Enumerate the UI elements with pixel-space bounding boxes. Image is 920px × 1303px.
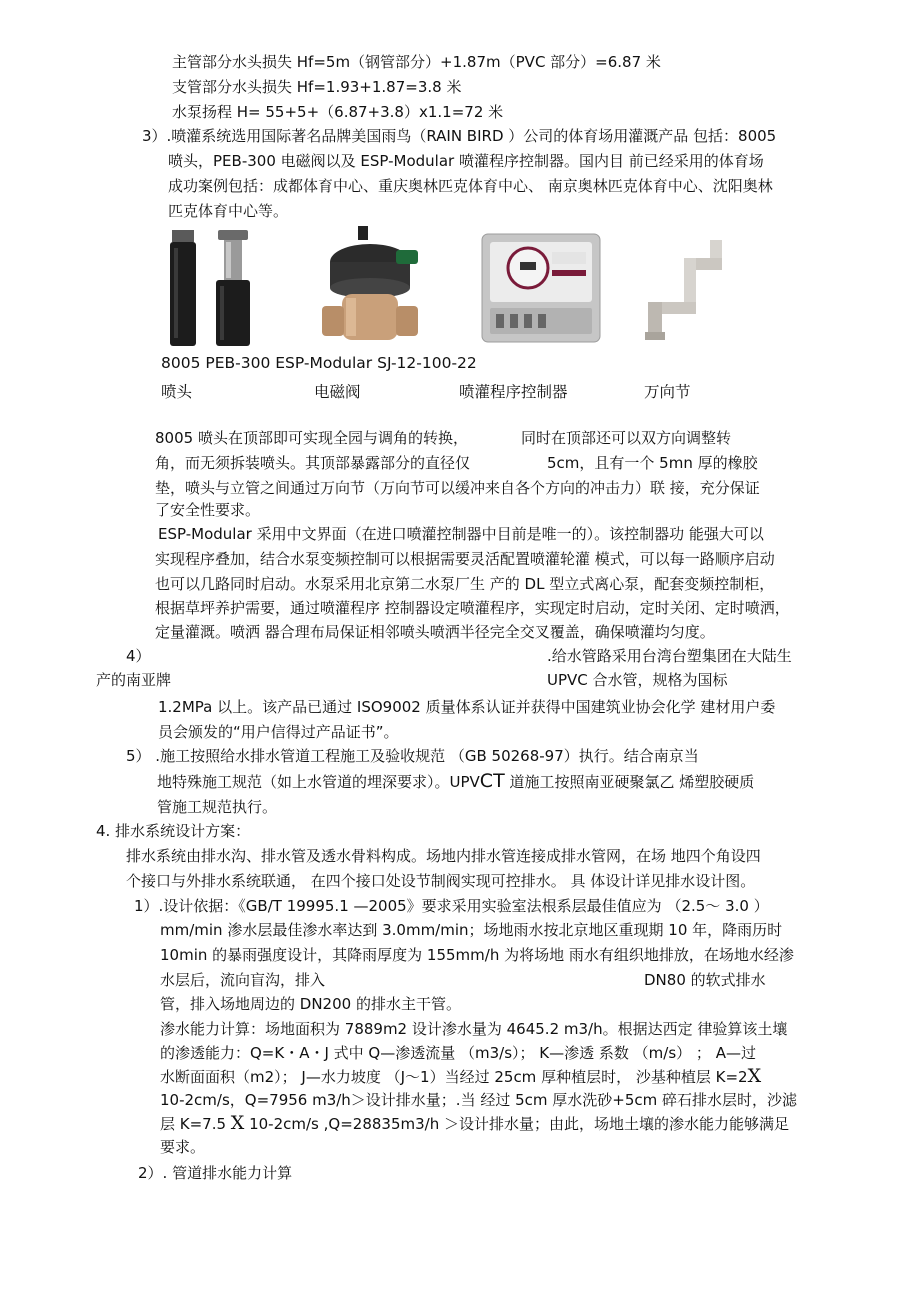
text-line: 同时在顶部还可以双方向调整转 [521, 429, 732, 447]
image-caption: 喷灌程序控制器 [459, 383, 568, 401]
text-line [160, 1066, 761, 1087]
text-line: .给水管路采用台湾台塑集团在大陆生 [547, 647, 792, 665]
text-line: 1.2MPa 以上。该产品已通过 ISO9002 质量体系认证并获得中国建筑业协会化学 建材用户委 [158, 698, 776, 716]
text-span: 地特殊施工规范（如上水管道的埋深要求）。UPV [157, 773, 480, 791]
text-line: 4） [126, 647, 151, 665]
text-line: 根据草坪养护需要，通过喷灌程序 控制器设定喷灌程序，实现定时启动，定时关闭、定时喷洒， [155, 599, 790, 617]
image-caption: 电磁阀 [314, 383, 361, 401]
solenoid-valve-image [318, 224, 422, 350]
text-line: 实现程序叠加，结合水泵变频控制可以根据需要灵活配置喷灌轮灌 模式，可以每一路顺序启动 [155, 550, 775, 568]
text-line: 个接口与外排水系统联通， 在四个接口处设节制阀实现可控排水。 具 体设计详见排水设计图。 [126, 872, 756, 890]
text-line: 渗水能力计算：场地面积为 7889m2 设计渗水量为 4645.2 m3/h。根据达西定 律验算该土壤 [160, 1020, 788, 1038]
text-line: ESP-Modular 采用中文界面（在进口喷灌控制器中目前是唯一的）。该控制器功 能强大可以 [158, 525, 764, 543]
controller-image [480, 232, 602, 344]
section-heading: 4. 排水系统设计方案： [96, 822, 251, 840]
text-line: 也可以几路同时启动。水泵采用北京第二水泵厂生 产的 DL 型立式离心泵，配套变频控制柜， [155, 575, 775, 593]
image-caption-models: 8005 PEB-300 ESP-Modular SJ-12-100-22 [161, 354, 477, 372]
text-line: 水层后，流向盲沟，排入 [160, 971, 326, 989]
text-line: 1）.设计依据：《GB/T 19995.1 —2005》要求采用实验室法根系层最佳值应为 （2.5～ 3.0 ） [134, 897, 769, 915]
text-line: 2）. 管道排水能力计算 [138, 1164, 293, 1182]
text-span: 水断面面积（m2）； J—水力坡度 （J～1）当经过 25cm 厚种植层时， 沙基种植层 K=2 [160, 1068, 748, 1086]
text-line: 成功案例包括：成都体育中心、重庆奥林匹克体育中心、 南京奥林匹克体育中心、沈阳奥林 [168, 177, 773, 195]
text-line: 5cm，且有一个 5mn 厚的橡胶 [547, 454, 758, 472]
image-caption: 喷头 [161, 383, 193, 401]
image-caption: 万向节 [644, 383, 691, 401]
text-line: 8005 喷头在顶部即可实现全园与调角的转换， [155, 429, 468, 447]
text-line [157, 771, 754, 792]
text-line: 匹克体育中心等。 [168, 202, 289, 220]
text-line: 要求。 [160, 1138, 206, 1156]
text-line: 定量灌溉。喷洒 器合理布局保证相邻喷头喷洒半径完全交叉覆盖，确保喷灌均匀度。 [155, 623, 715, 641]
text-line: 管，排入场地周边的 DN200 的排水主干管。 [160, 995, 461, 1013]
text-line: 10-2cm/s，Q=7956 m3/h＞设计排水量；.当 经过 5cm 厚水洗砂+5cm 碎石排水层时，沙滤 [160, 1091, 798, 1109]
text-line: 角，而无须拆装喷头。其顶部暴露部分的直径仅 [155, 454, 471, 472]
text-line: 水泵扬程 H= 55+5+（6.87+3.8）x1.1=72 米 [172, 103, 504, 121]
text-span: 10-2cm/s ,Q=28835m3/h ＞设计排水量；由此，场地土壤的渗水能力能够满足 [244, 1115, 789, 1133]
text-line: 喷头，PEB-300 电磁阀以及 ESP-Modular 喷灌程序控制器。国内目 前已经采用的体育场 [168, 152, 764, 170]
text-span: X [230, 1112, 245, 1134]
text-span: 层 K=7.5 [160, 1115, 231, 1133]
text-span: 道施工按照南亚硬聚氯乙 烯塑胶硬质 [504, 773, 755, 791]
text-line: 垫，喷头与立管之间通过万向节（万向节可以缓冲来自各个方向的冲击力）联 接，充分保证 [155, 479, 760, 497]
text-line: 排水系统由排水沟、排水管及透水骨料构成。场地内排水管连接成排水管网，在场 地四个角设四 [126, 847, 761, 865]
text-line: 管施工规范执行。 [157, 798, 278, 816]
text-line: 3）.喷灌系统选用国际著名品牌美国雨鸟（RAIN BIRD ）公司的体育场用灌溉产品 包括：8005 [142, 127, 777, 145]
text-line [160, 1113, 789, 1134]
text-line: DN80 的软式排水 [644, 971, 766, 989]
text-line: 员会颁发的“用户信得过产品证书”。 [158, 723, 399, 741]
text-line: 了安全性要求。 [155, 501, 261, 519]
text-line: 5） .施工按照给水排水管道工程施工及验收规范 （GB 50268-97）执行。结合南京当 [126, 747, 699, 765]
sprinkler-head-image [164, 228, 274, 350]
text-line: mm/min 渗水层最佳渗水率达到 3.0mm/min；场地雨水按北京地区重现期 10 年，降雨历时 [160, 921, 783, 939]
text-line: 产的南亚牌 [96, 671, 172, 689]
text-line: UPVC 合水管，规格为国标 [547, 671, 728, 689]
text-line: 主管部分水头损失 Hf=5m（钢管部分）+1.87m（PVC 部分）=6.87 米 [172, 53, 661, 71]
text-span: X [747, 1065, 762, 1087]
text-span: CT [479, 770, 505, 792]
swing-joint-image [638, 236, 730, 344]
text-line: 10min 的暴雨强度设计，其降雨厚度为 155mm/h 为将场地 雨水有组织地排放，在场地水经渗 [160, 946, 794, 964]
text-line: 支管部分水头损失 Hf=1.93+1.87=3.8 米 [172, 78, 462, 96]
text-line: 的渗透能力：Q=K・A・J 式中 Q—渗透流量 （m3/s）； K—渗透 系数 （m/s） ； A—过 [160, 1044, 756, 1062]
